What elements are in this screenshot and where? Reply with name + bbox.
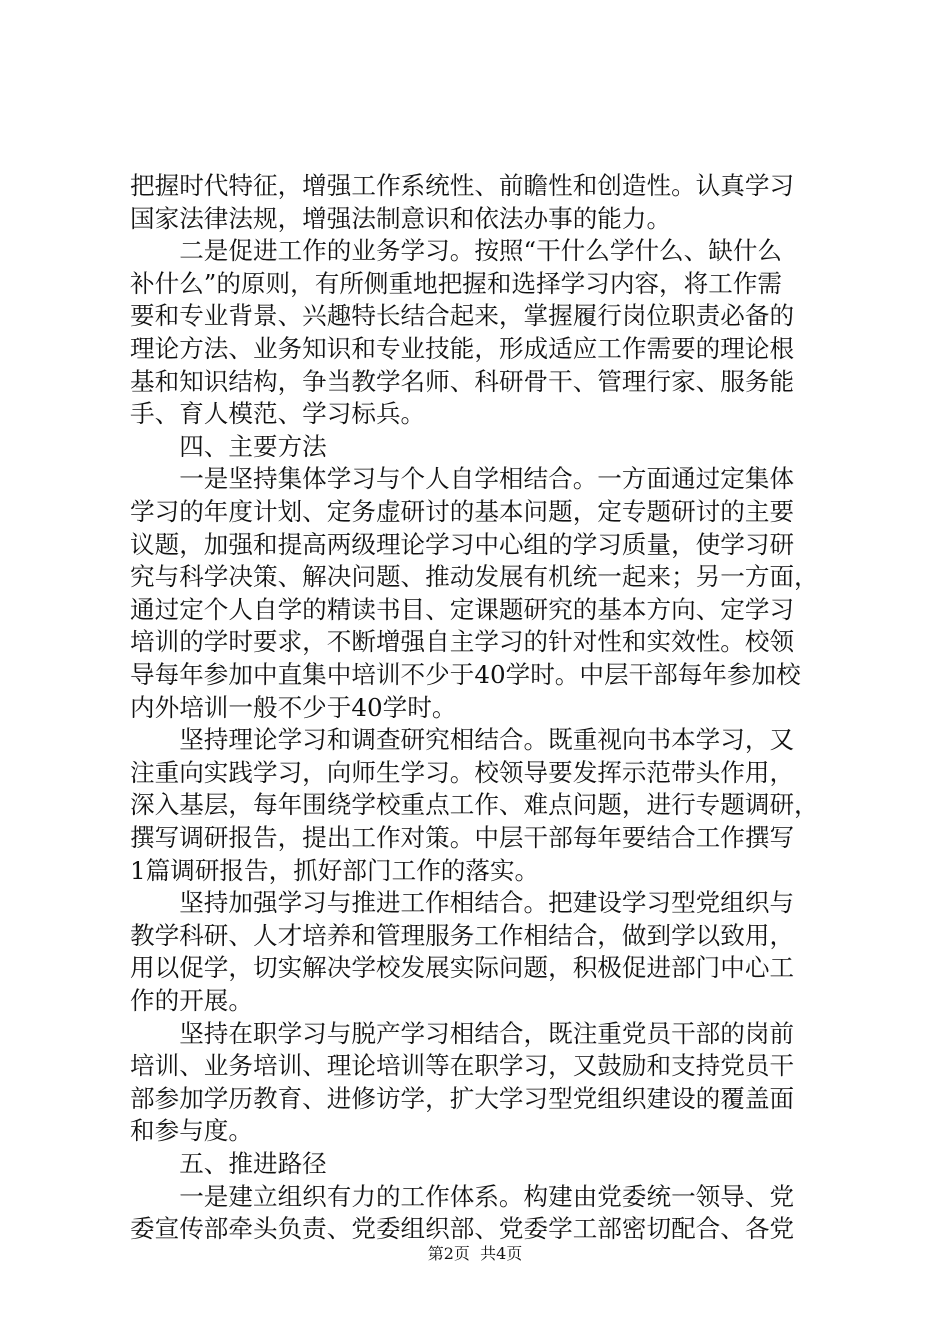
text-line: 教学科研、人才培养和管理服务工作相结合，做到学以致用， [130,920,795,950]
text-line: 导每年参加中直集中培训不少于40学时。中层干部每年参加校 [130,660,801,689]
text-line: 通过定个人自学的精读书目、定课题研究的基本方向、定学习 [130,594,795,624]
section-heading: 五、推进路径 [130,1149,327,1178]
text-line: 二是促进工作的业务学习。按照“干什么学什么、缺什么 [130,236,783,266]
text-line: 部参加学历教育、进修访学，扩大学习型党组织建设的覆盖面 [130,1083,795,1113]
text-line: 坚持理论学习和调查研究相结合。既重视向书本学习，又 [130,725,795,755]
text-line: 理论方法、业务知识和专业技能，形成适应工作需要的理论根 [130,334,795,363]
text-line: 一是建立组织有力的工作体系。构建由党委统一领导、党 [130,1181,795,1211]
text-line: 基和知识结构，争当教学名师、科研骨干、管理行家、服务能 [130,366,795,396]
text-line: 把握时代特征，增强工作系统性、前瞻性和创造性。认真学习 [130,171,795,200]
text-line: 内外培训一般不少于40学时。 [130,692,457,722]
text-line: 培训、业务培训、理论培训等在职学习，又鼓励和支持党员干 [130,1051,795,1081]
text-line: 1篇调研报告，抓好部门工作的落实。 [130,855,540,885]
text-line: 用以促学，切实解决学校发展实际问题，积极促进部门中心工 [130,953,795,983]
text-line: 议题，加强和提高两级理论学习中心组的学习质量，使学习研 [130,529,795,559]
text-line: 要和专业背景、兴趣特长结合起来，掌握履行岗位职责必备的 [130,301,795,331]
text-line: 补什么”的原则，有所侧重地把握和选择学习内容，将工作需 [130,268,783,298]
text-line: 作的开展。 [130,986,253,1015]
text-line: 究与科学决策、解决问题、推动发展有机统一起来；另一方面， [130,562,819,592]
text-line: 手、育人模范、学习标兵。 [130,399,426,429]
text-line: 一是坚持集体学习与个人自学相结合。一方面通过定集体 [130,464,795,494]
text-line: 和参与度。 [130,1116,253,1146]
text-line: 坚持加强学习与推进工作相结合。把建设学习型党组织与 [130,888,795,918]
text-line: 培训的学时要求，不断增强自主学习的针对性和实效性。校领 [130,627,795,657]
text-line: 委宣传部牵头负责、党委组织部、党委学工部密切配合、各党 [130,1214,795,1244]
text-line: 深入基层，每年围绕学校重点工作、难点问题，进行专题调研， [130,790,819,820]
section-heading: 四、主要方法 [130,431,327,461]
text-line: 国家法律法规，增强法制意识和依法办事的能力。 [130,203,672,233]
text-line: 坚持在职学习与脱产学习相结合，既注重党员干部的岗前 [130,1018,795,1048]
text-line: 学习的年度计划、定务虚研讨的基本问题，定专题研讨的主要 [130,497,795,526]
text-line: 撰写调研报告，提出工作对策。中层干部每年要结合工作撰写 [130,823,795,852]
text-line: 注重向实践学习，向师生学习。校领导要发挥示范带头作用， [130,757,795,787]
page-footer: 第2页 共4页 [427,1244,523,1263]
